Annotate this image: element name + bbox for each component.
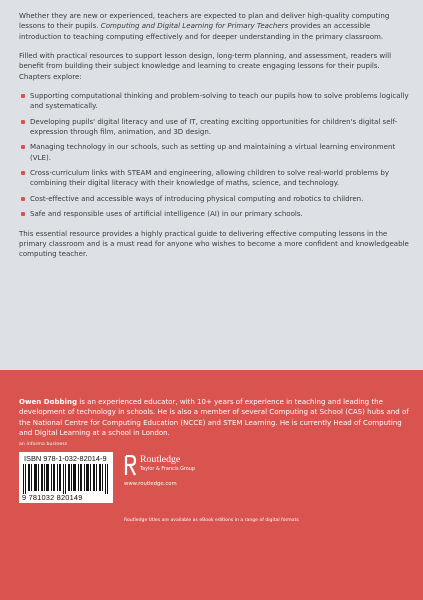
bullet-icon [21,145,25,149]
chapter-item [19,91,409,112]
chapter-item-text: Cross-curriculum links with STEAM and engineering, allowing children to solve real-world problems by combining their digital literacy with their knowledge of maths, science, and technology. [30,168,389,188]
chapter-item [19,209,409,219]
chapter-item [19,117,409,138]
author-name: Owen Dobbing [19,397,78,406]
chapter-item-text: Cost-effective and accessible ways of introducing physical computing and robotics to children. [30,193,364,203]
publisher-name: Routledge [140,454,181,465]
author-bio [19,397,409,438]
chapter-item [19,142,409,163]
bullet-icon [21,197,25,201]
chapter-item [19,194,409,204]
book-title-italic: Computing and Digital Learning for Primary Teachers [100,21,289,31]
routledge-logo-icon [124,455,137,476]
chapter-item-text: Safe and responsible uses of artificial intelligence (AI) in our primary schools. [30,209,303,219]
chapter-item-text: Managing technology in our schools, such as setting up and maintaining a virtual learning environment (VLE). [30,142,396,162]
chapter-item-text: Supporting computational thinking and problem-solving to teach our pupils how to solve problems logically and systematically. [30,91,409,111]
author-bio-text: is an experienced educator, with 10+ years of experience in teaching and leading the development of technology in schools. He is also a member of several Computing at School (CAS) hubs and of the National Centre for Computing Education (NCCE) and STEM Learning. He is currently Head of Computing and Digital Learning at a school in London. [19,397,409,438]
bullet-icon [21,212,25,216]
bullet-icon [21,94,25,98]
publisher-group: Taylor & Francis Group [140,466,195,472]
bullet-icon [21,171,25,175]
publisher-url: www.routledge.com [124,481,177,487]
chapter-item [19,168,409,189]
ebook-availability-note: Routledge titles are available as eBook editions in a range of digital formats [124,518,299,523]
resources-paragraph: Filled with practical resources to support lesson design, long-term planning, and assessment, readers will benefit from building their subject knowledge and learning to create engaging lessons for their pupils. Chapters explore: [19,51,392,81]
isbn-barcode [19,452,113,503]
bullet-icon [21,120,25,124]
barcode-number: 9 781032 820149 [22,493,83,502]
closing-paragraph: This essential resource provides a highly practical guide to delivering effective computing lessons in the primary classroom and is a must read for anyone who wishes to become a more confident and knowledgeable computing teacher. [19,228,409,259]
book-description [19,11,409,269]
informa-business-label: an informa business [19,442,68,447]
isbn-number: ISBN 978-1-032-82014-9 [24,454,107,463]
intro-paragraph [19,11,409,42]
intro-text-start: Whether they are new or experienced, teachers are expected to plan and deliver high-quality computing lessons to their pupils. [19,11,390,31]
chapter-item-text: Developing pupils' digital literacy and use of IT, creating exciting opportunities for children's digital self-expression through film, animation, and 3D design. [30,116,398,137]
intro-text-end: provides an accessible introduction to teaching computing effectively and for deeper understanding in the primary classroom. [19,21,384,41]
barcode-icon [23,464,109,494]
chapter-list [19,91,409,219]
